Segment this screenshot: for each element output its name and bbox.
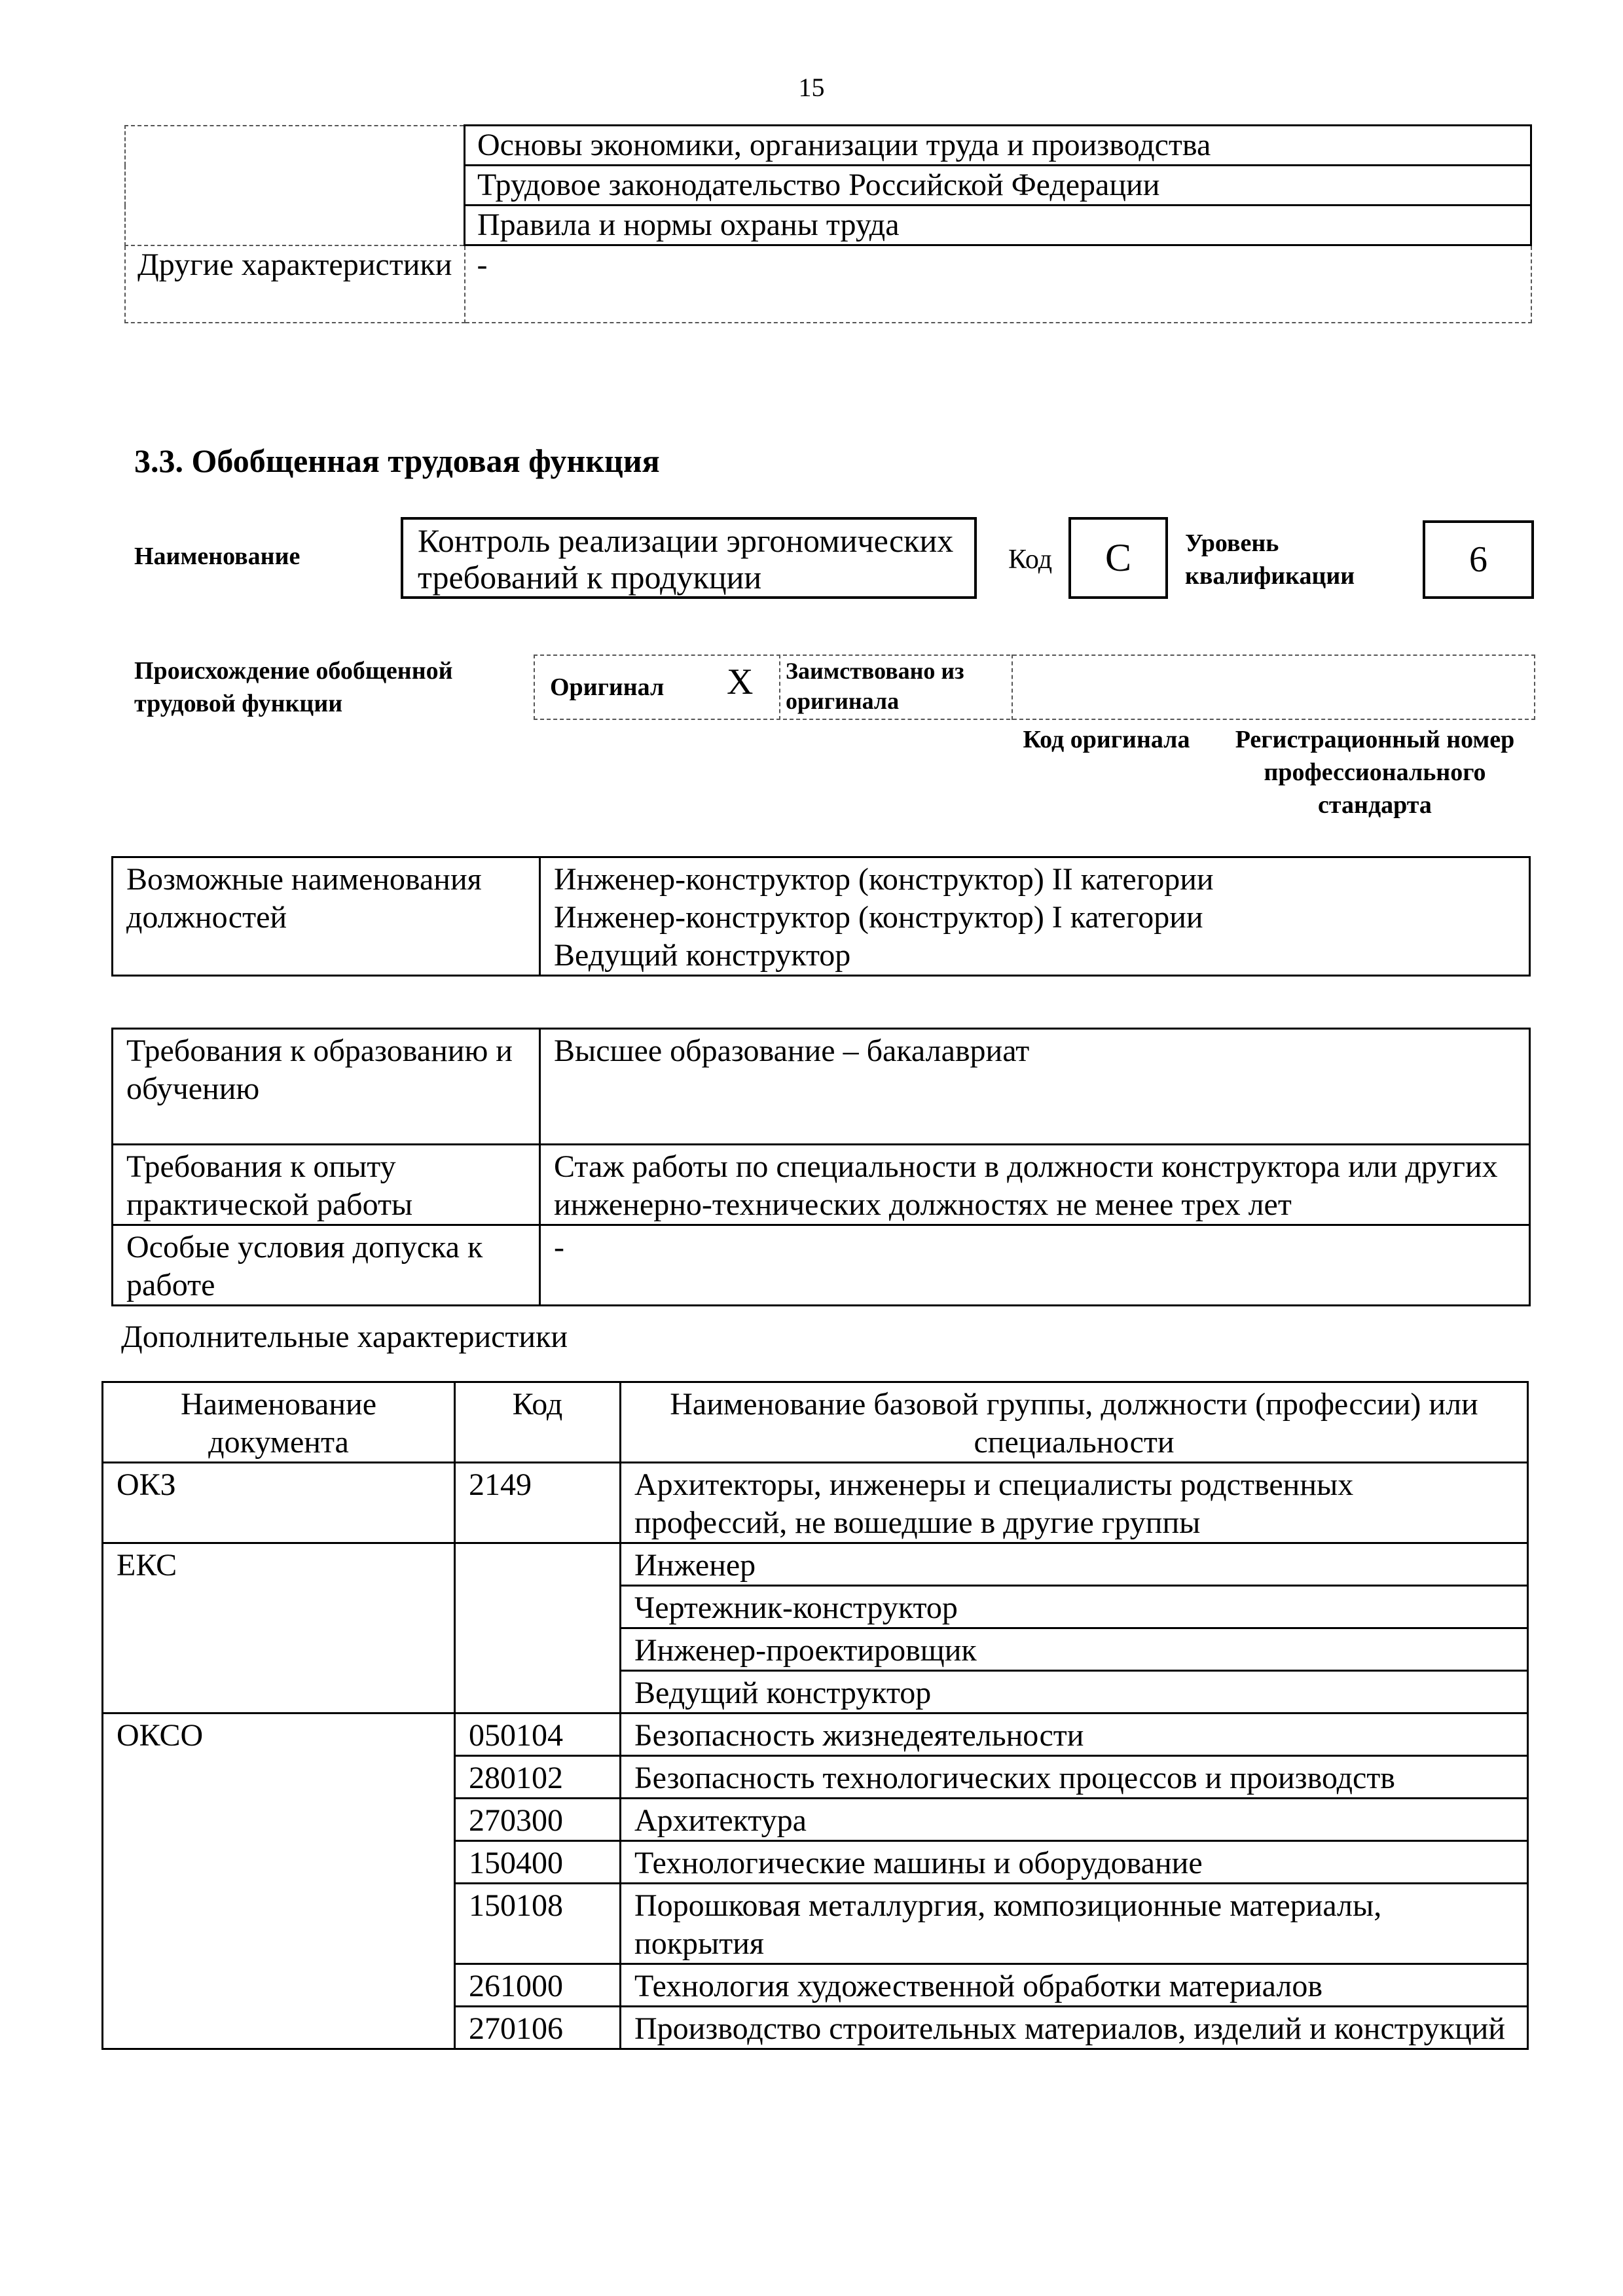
special-conditions-label: Особые условия допуска к работе [113, 1225, 540, 1306]
knowledge-item: Трудовое законодательство Российской Федерации [465, 166, 1531, 206]
experience-label: Требования к опыту практической работы [113, 1145, 540, 1225]
name-label: Наименование [134, 543, 301, 570]
borrowed-code-cell [1012, 655, 1535, 720]
knowledge-item: Основы экономики, организации труда и производства [465, 126, 1531, 166]
position-item: Ведущий конструктор [554, 938, 851, 973]
okso-code: 150400 [455, 1841, 621, 1884]
additional-title: Дополнительные характеристики [121, 1319, 568, 1354]
other-characteristics-label: Другие характеристики [125, 245, 465, 323]
requirements-table [111, 1028, 1531, 1306]
origin-divider [779, 655, 780, 720]
okso-code: 270106 [455, 2007, 621, 2049]
okz-code: 2149 [455, 1463, 621, 1543]
empty-label-cell [125, 126, 465, 245]
level-box: 6 [1423, 520, 1534, 599]
okso-name: Технологические машины и оборудование [621, 1841, 1528, 1884]
additional-table [101, 1381, 1529, 2050]
okso-doc: ОКСО [103, 1713, 455, 2049]
okso-name: Безопасность жизнедеятельности [621, 1713, 1528, 1756]
special-conditions-value: - [540, 1225, 1530, 1306]
okso-name: Безопасность технологических процессов и производств [621, 1756, 1528, 1799]
positions-list [540, 857, 1530, 976]
header-code: Код [455, 1382, 621, 1463]
okso-code: 261000 [455, 1964, 621, 2007]
okz-name: Архитекторы, инженеры и специалисты родственных профессий, не вошедшие в другие группы [621, 1463, 1528, 1543]
eks-item: Ведущий конструктор [621, 1671, 1528, 1713]
code-label: Код [1008, 545, 1053, 575]
okso-name: Архитектура [621, 1799, 1528, 1841]
okso-code: 150108 [455, 1884, 621, 1964]
level-label: Уровень квалификации [1185, 529, 1355, 590]
okso-name: Производство строительных материалов, изделий и конструкций [621, 2007, 1528, 2049]
eks-doc: ЕКС [103, 1543, 455, 1713]
okz-doc: ОКЗ [103, 1463, 455, 1543]
original-code-caption: Код оригинала [1023, 726, 1190, 753]
education-label: Требования к образованию и обучению [113, 1029, 540, 1145]
okso-name: Технология художественной обработки материалов [621, 1964, 1528, 2007]
okso-code: 280102 [455, 1756, 621, 1799]
eks-item: Инженер [621, 1543, 1528, 1586]
registration-number-caption: Регистрационный номер профессионального стандарта [1235, 726, 1515, 819]
borrowed-label: Заимствовано из оригинала [786, 658, 964, 714]
header-document: Наименование документа [103, 1382, 455, 1463]
original-label: Оригинал [550, 673, 665, 701]
education-value: Высшее образование – бакалавриат [540, 1029, 1530, 1145]
positions-label: Возможные наименования должностей [113, 857, 540, 976]
okso-name: Порошковая металлургия, композиционные материалы, покрытия [621, 1884, 1528, 1964]
original-mark: X [727, 662, 754, 702]
eks-item: Чертежник-конструктор [621, 1586, 1528, 1628]
section-title: 3.3. Обобщенная трудовая функция [134, 442, 660, 479]
positions-table [111, 856, 1531, 977]
eks-item: Инженер-проектировщик [621, 1628, 1528, 1671]
origin-label: Происхождение обобщенной трудовой функции [134, 657, 453, 717]
other-characteristics-value: - [465, 245, 1531, 323]
okso-code: 050104 [455, 1713, 621, 1756]
page-number: 15 [798, 73, 825, 102]
function-name-box: Контроль реализации эргономических требований к продукции [401, 517, 977, 599]
code-box: C [1068, 517, 1168, 599]
position-item: Инженер-конструктор (конструктор) II категории [554, 862, 1214, 897]
eks-code [455, 1543, 621, 1713]
header-name: Наименование базовой группы, должности (профессии) или специальности [621, 1382, 1528, 1463]
experience-value: Стаж работы по специальности в должности конструктора или других инженерно-технических должностях не менее трех лет [540, 1145, 1530, 1225]
knowledge-table [124, 124, 1532, 323]
okso-code: 270300 [455, 1799, 621, 1841]
position-item: Инженер-конструктор (конструктор) I категории [554, 900, 1203, 935]
knowledge-item: Правила и нормы охраны труда [465, 206, 1531, 245]
